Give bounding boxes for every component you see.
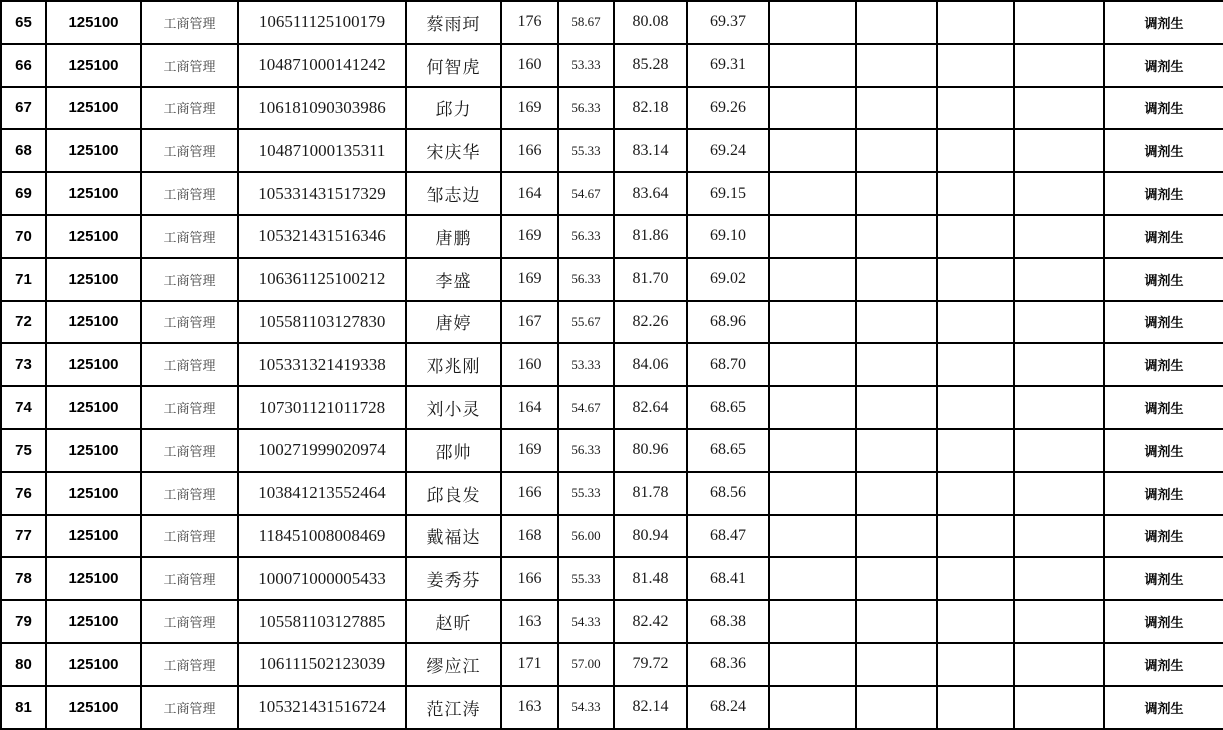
cell-empty-1 [769,600,856,643]
cell-major-name: 工商管理 [141,386,238,429]
cell-score-4: 68.65 [687,429,769,472]
cell-major-name: 工商管理 [141,686,238,729]
cell-major-name: 工商管理 [141,258,238,301]
cell-score-4: 68.56 [687,472,769,515]
cell-row-number: 76 [1,472,46,515]
cell-major-code: 125100 [46,258,141,301]
table-row [1,686,1223,729]
cell-score-total: 171 [501,643,558,686]
cell-exam-id: 105321431516724 [238,686,406,729]
cell-score-4: 68.47 [687,515,769,558]
cell-empty-4 [1014,429,1104,472]
cell-major-code: 125100 [46,172,141,215]
cell-row-number: 66 [1,44,46,87]
cell-empty-3 [937,215,1014,258]
cell-row-number: 81 [1,686,46,729]
cell-empty-1 [769,87,856,130]
cell-row-number: 67 [1,87,46,130]
table-row [1,258,1223,301]
cell-status: 调剂生 [1104,258,1223,301]
cell-empty-1 [769,386,856,429]
cell-empty-2 [856,301,937,344]
cell-status: 调剂生 [1104,429,1223,472]
cell-student-name: 何智虎 [406,44,501,87]
cell-row-number: 72 [1,301,46,344]
cell-student-name: 邹志边 [406,172,501,215]
cell-status: 调剂生 [1104,600,1223,643]
cell-score-total: 166 [501,557,558,600]
cell-empty-3 [937,386,1014,429]
table-body [1,1,1223,729]
cell-major-name: 工商管理 [141,600,238,643]
cell-status: 调剂生 [1104,1,1223,44]
cell-score-4: 69.10 [687,215,769,258]
cell-empty-3 [937,1,1014,44]
cell-score-4: 68.38 [687,600,769,643]
cell-row-number: 65 [1,1,46,44]
cell-score-2: 53.33 [558,44,614,87]
cell-empty-4 [1014,301,1104,344]
cell-exam-id: 106181090303986 [238,87,406,130]
cell-major-code: 125100 [46,600,141,643]
cell-empty-3 [937,172,1014,215]
cell-empty-3 [937,301,1014,344]
cell-score-2: 53.33 [558,343,614,386]
cell-score-2: 55.33 [558,557,614,600]
cell-row-number: 69 [1,172,46,215]
cell-score-total: 160 [501,44,558,87]
cell-empty-1 [769,343,856,386]
cell-major-code: 125100 [46,557,141,600]
cell-empty-4 [1014,472,1104,515]
cell-student-name: 邓兆刚 [406,343,501,386]
cell-empty-2 [856,472,937,515]
cell-score-2: 56.33 [558,429,614,472]
cell-major-code: 125100 [46,472,141,515]
cell-major-code: 125100 [46,301,141,344]
cell-exam-id: 100271999020974 [238,429,406,472]
cell-major-code: 125100 [46,129,141,172]
cell-score-2: 56.00 [558,515,614,558]
cell-score-2: 54.67 [558,172,614,215]
cell-exam-id: 104871000135311 [238,129,406,172]
cell-score-3: 81.78 [614,472,687,515]
table-row [1,386,1223,429]
cell-empty-1 [769,686,856,729]
cell-empty-4 [1014,129,1104,172]
cell-major-code: 125100 [46,1,141,44]
table-row [1,515,1223,558]
cell-student-name: 唐婷 [406,301,501,344]
cell-score-total: 160 [501,343,558,386]
cell-exam-id: 104871000141242 [238,44,406,87]
cell-score-total: 169 [501,258,558,301]
cell-status: 调剂生 [1104,87,1223,130]
cell-row-number: 73 [1,343,46,386]
cell-student-name: 戴福达 [406,515,501,558]
cell-major-code: 125100 [46,515,141,558]
table-row [1,215,1223,258]
table-row [1,343,1223,386]
cell-empty-2 [856,429,937,472]
cell-score-3: 82.42 [614,600,687,643]
cell-student-name: 唐鹏 [406,215,501,258]
cell-score-4: 68.96 [687,301,769,344]
cell-student-name: 蔡雨珂 [406,1,501,44]
cell-empty-2 [856,129,937,172]
cell-score-4: 68.36 [687,643,769,686]
cell-row-number: 70 [1,215,46,258]
cell-empty-1 [769,472,856,515]
cell-score-2: 55.67 [558,301,614,344]
cell-empty-2 [856,172,937,215]
table-row [1,87,1223,130]
cell-score-total: 167 [501,301,558,344]
cell-score-total: 176 [501,1,558,44]
cell-major-name: 工商管理 [141,515,238,558]
cell-exam-id: 106111502123039 [238,643,406,686]
cell-empty-1 [769,557,856,600]
cell-score-total: 164 [501,386,558,429]
cell-score-3: 82.64 [614,386,687,429]
cell-empty-2 [856,258,937,301]
table-row [1,44,1223,87]
cell-score-2: 56.33 [558,215,614,258]
cell-empty-1 [769,429,856,472]
cell-score-2: 57.00 [558,643,614,686]
cell-empty-4 [1014,643,1104,686]
cell-score-2: 56.33 [558,258,614,301]
cell-row-number: 79 [1,600,46,643]
cell-student-name: 宋庆华 [406,129,501,172]
cell-score-total: 169 [501,429,558,472]
cell-status: 调剂生 [1104,686,1223,729]
cell-status: 调剂生 [1104,129,1223,172]
cell-major-code: 125100 [46,686,141,729]
cell-major-name: 工商管理 [141,557,238,600]
cell-student-name: 邱良发 [406,472,501,515]
cell-exam-id: 105331431517329 [238,172,406,215]
cell-major-code: 125100 [46,215,141,258]
cell-empty-3 [937,258,1014,301]
cell-empty-3 [937,557,1014,600]
cell-score-2: 55.33 [558,129,614,172]
cell-exam-id: 100071000005433 [238,557,406,600]
cell-exam-id: 106511125100179 [238,1,406,44]
cell-major-name: 工商管理 [141,643,238,686]
cell-empty-3 [937,643,1014,686]
cell-score-total: 168 [501,515,558,558]
cell-row-number: 71 [1,258,46,301]
table-row [1,643,1223,686]
cell-major-name: 工商管理 [141,343,238,386]
cell-empty-1 [769,44,856,87]
cell-empty-4 [1014,557,1104,600]
cell-row-number: 78 [1,557,46,600]
cell-score-3: 85.28 [614,44,687,87]
cell-empty-1 [769,258,856,301]
cell-score-4: 68.41 [687,557,769,600]
cell-score-4: 69.26 [687,87,769,130]
cell-row-number: 75 [1,429,46,472]
cell-empty-4 [1014,686,1104,729]
cell-major-code: 125100 [46,343,141,386]
cell-empty-4 [1014,600,1104,643]
cell-major-name: 工商管理 [141,215,238,258]
cell-empty-1 [769,129,856,172]
cell-empty-2 [856,87,937,130]
cell-score-total: 169 [501,87,558,130]
cell-exam-id: 106361125100212 [238,258,406,301]
cell-student-name: 刘小灵 [406,386,501,429]
cell-row-number: 77 [1,515,46,558]
cell-score-3: 84.06 [614,343,687,386]
table-row [1,129,1223,172]
cell-score-total: 163 [501,686,558,729]
table-row [1,472,1223,515]
cell-exam-id: 105581103127885 [238,600,406,643]
cell-exam-id: 105581103127830 [238,301,406,344]
cell-empty-4 [1014,215,1104,258]
cell-status: 调剂生 [1104,301,1223,344]
cell-score-4: 69.31 [687,44,769,87]
cell-score-2: 54.33 [558,686,614,729]
cell-score-3: 82.26 [614,301,687,344]
cell-empty-2 [856,343,937,386]
cell-student-name: 邱力 [406,87,501,130]
cell-score-3: 81.48 [614,557,687,600]
cell-empty-2 [856,386,937,429]
cell-score-4: 68.24 [687,686,769,729]
cell-empty-3 [937,343,1014,386]
cell-empty-3 [937,472,1014,515]
cell-row-number: 80 [1,643,46,686]
table-row [1,600,1223,643]
table-row [1,429,1223,472]
cell-status: 调剂生 [1104,172,1223,215]
cell-score-2: 58.67 [558,1,614,44]
cell-empty-2 [856,557,937,600]
table-row [1,1,1223,44]
table-row [1,301,1223,344]
cell-empty-4 [1014,1,1104,44]
cell-student-name: 李盛 [406,258,501,301]
cell-student-name: 赵昕 [406,600,501,643]
cell-status: 调剂生 [1104,343,1223,386]
cell-empty-4 [1014,44,1104,87]
cell-empty-3 [937,44,1014,87]
cell-major-name: 工商管理 [141,87,238,130]
table-row [1,557,1223,600]
cell-empty-3 [937,515,1014,558]
cell-score-3: 83.14 [614,129,687,172]
cell-score-total: 163 [501,600,558,643]
cell-student-name: 邵帅 [406,429,501,472]
cell-score-2: 54.67 [558,386,614,429]
cell-score-4: 69.02 [687,258,769,301]
cell-major-name: 工商管理 [141,172,238,215]
cell-score-3: 83.64 [614,172,687,215]
cell-score-4: 69.24 [687,129,769,172]
cell-major-name: 工商管理 [141,1,238,44]
cell-major-code: 125100 [46,87,141,130]
cell-status: 调剂生 [1104,643,1223,686]
cell-status: 调剂生 [1104,557,1223,600]
cell-score-2: 54.33 [558,600,614,643]
cell-score-4: 68.65 [687,386,769,429]
cell-empty-3 [937,429,1014,472]
cell-row-number: 68 [1,129,46,172]
cell-empty-2 [856,44,937,87]
cell-status: 调剂生 [1104,386,1223,429]
cell-student-name: 姜秀芬 [406,557,501,600]
cell-major-name: 工商管理 [141,429,238,472]
cell-major-code: 125100 [46,44,141,87]
cell-score-3: 81.70 [614,258,687,301]
cell-major-name: 工商管理 [141,472,238,515]
cell-exam-id: 105331321419338 [238,343,406,386]
cell-empty-2 [856,1,937,44]
cell-status: 调剂生 [1104,215,1223,258]
cell-empty-1 [769,1,856,44]
cell-status: 调剂生 [1104,515,1223,558]
cell-score-total: 164 [501,172,558,215]
cell-exam-id: 103841213552464 [238,472,406,515]
cell-empty-3 [937,87,1014,130]
cell-empty-3 [937,129,1014,172]
cell-major-name: 工商管理 [141,44,238,87]
cell-empty-1 [769,301,856,344]
cell-exam-id: 107301121011728 [238,386,406,429]
cell-empty-4 [1014,172,1104,215]
cell-student-name: 范江涛 [406,686,501,729]
cell-score-total: 169 [501,215,558,258]
cell-score-4: 69.37 [687,1,769,44]
cell-major-code: 125100 [46,429,141,472]
cell-score-2: 55.33 [558,472,614,515]
cell-score-4: 68.70 [687,343,769,386]
cell-empty-1 [769,643,856,686]
cell-score-total: 166 [501,129,558,172]
cell-empty-2 [856,600,937,643]
cell-status: 调剂生 [1104,472,1223,515]
cell-score-3: 80.96 [614,429,687,472]
cell-major-name: 工商管理 [141,129,238,172]
cell-major-code: 125100 [46,386,141,429]
cell-score-4: 69.15 [687,172,769,215]
cell-score-2: 56.33 [558,87,614,130]
cell-empty-2 [856,515,937,558]
cell-empty-4 [1014,87,1104,130]
cell-student-name: 缪应江 [406,643,501,686]
cell-empty-4 [1014,515,1104,558]
cell-exam-id: 118451008008469 [238,515,406,558]
cell-score-3: 80.94 [614,515,687,558]
cell-row-number: 74 [1,386,46,429]
cell-empty-2 [856,215,937,258]
cell-empty-3 [937,686,1014,729]
cell-major-code: 125100 [46,643,141,686]
table-row [1,172,1223,215]
cell-empty-1 [769,172,856,215]
cell-exam-id: 105321431516346 [238,215,406,258]
cell-empty-2 [856,686,937,729]
cell-score-3: 82.18 [614,87,687,130]
cell-empty-3 [937,600,1014,643]
cell-empty-4 [1014,386,1104,429]
cell-empty-2 [856,643,937,686]
cell-status: 调剂生 [1104,44,1223,87]
cell-score-3: 82.14 [614,686,687,729]
cell-score-total: 166 [501,472,558,515]
cell-empty-4 [1014,258,1104,301]
cell-score-3: 80.08 [614,1,687,44]
cell-major-name: 工商管理 [141,301,238,344]
cell-empty-1 [769,215,856,258]
cell-empty-4 [1014,343,1104,386]
cell-empty-1 [769,515,856,558]
cell-score-3: 81.86 [614,215,687,258]
cell-score-3: 79.72 [614,643,687,686]
